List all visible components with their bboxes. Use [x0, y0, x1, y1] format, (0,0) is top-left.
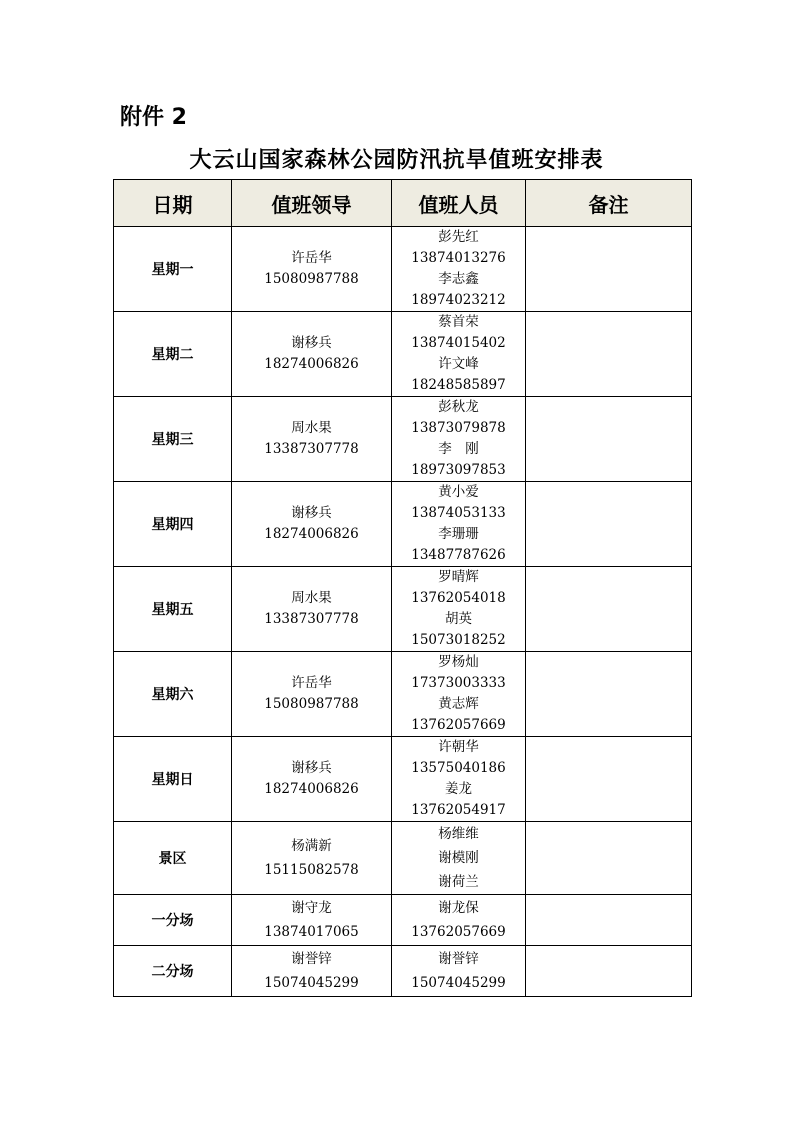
- day-cell: 星期三: [114, 397, 232, 482]
- leader-cell: [232, 567, 392, 652]
- day-cell: 星期二: [114, 312, 232, 397]
- staff-name: 谢模刚: [438, 850, 479, 866]
- table-row: [114, 397, 692, 482]
- header-notes: 备注: [526, 180, 692, 227]
- staff-name: 罗杨灿: [438, 654, 479, 670]
- header-leader: 值班领导: [232, 180, 392, 227]
- staff-cell: [392, 652, 526, 737]
- leader-phone: 15074045299: [264, 975, 359, 991]
- staff-name: 谢龙保: [438, 900, 479, 916]
- leader-name: 许岳华: [291, 250, 332, 266]
- day-cell: 一分场: [114, 895, 232, 946]
- staff-phone: 13762054917: [411, 802, 506, 818]
- staff-phone: 17373003333: [411, 675, 506, 691]
- leader-name: 周水果: [291, 590, 332, 606]
- day-cell: 二分场: [114, 946, 232, 997]
- table-row: [114, 312, 692, 397]
- staff-phone: 13575040186: [411, 760, 506, 776]
- day-cell: 景区: [114, 822, 232, 895]
- header-staff: 值班人员: [392, 180, 526, 227]
- leader-cell: [232, 946, 392, 997]
- header-day: 日期: [114, 180, 232, 227]
- leader-phone: 13874017065: [264, 924, 359, 940]
- staff-name: 李志鑫: [438, 271, 479, 287]
- leader-phone: 15080987788: [264, 696, 359, 712]
- day-cell: 星期四: [114, 482, 232, 567]
- leader-cell: [232, 652, 392, 737]
- duty-schedule-table: [113, 179, 692, 997]
- staff-phone: 13873079878: [411, 420, 506, 436]
- staff-cell: [392, 895, 526, 946]
- notes-cell: [526, 397, 692, 482]
- staff-name: 谢誉锌: [438, 951, 479, 967]
- notes-cell: [526, 567, 692, 652]
- leader-cell: [232, 312, 392, 397]
- staff-name: 罗晴辉: [438, 569, 479, 585]
- staff-name: 胡英: [445, 611, 472, 627]
- leader-cell: [232, 895, 392, 946]
- staff-cell: [392, 482, 526, 567]
- staff-phone: 13487787626: [411, 547, 506, 563]
- staff-phone: 13874053133: [411, 505, 506, 521]
- table-header-row: [114, 180, 692, 227]
- table-row: [114, 567, 692, 652]
- leader-cell: [232, 822, 392, 895]
- notes-cell: [526, 227, 692, 312]
- staff-name: 黄小爱: [438, 484, 479, 500]
- staff-phone: 15073018252: [411, 632, 506, 648]
- table-row: [114, 652, 692, 737]
- staff-name: 彭先红: [438, 229, 479, 245]
- leader-cell: [232, 397, 392, 482]
- staff-name: 彭秋龙: [438, 399, 479, 415]
- notes-cell: [526, 652, 692, 737]
- table-row: [114, 737, 692, 822]
- table-row: [114, 895, 692, 946]
- leader-cell: [232, 737, 392, 822]
- staff-name: 谢荷兰: [438, 874, 479, 890]
- staff-name: 姜龙: [445, 781, 472, 797]
- staff-phone: 15074045299: [411, 975, 506, 991]
- table-row: [114, 227, 692, 312]
- staff-cell: [392, 737, 526, 822]
- leader-cell: [232, 227, 392, 312]
- staff-cell: [392, 567, 526, 652]
- staff-phone: 13874015402: [411, 335, 506, 351]
- day-cell: 星期五: [114, 567, 232, 652]
- notes-cell: [526, 895, 692, 946]
- day-cell: 星期一: [114, 227, 232, 312]
- staff-cell: [392, 397, 526, 482]
- leader-phone: 18274006826: [264, 526, 359, 542]
- staff-cell: [392, 946, 526, 997]
- staff-name: 黄志辉: [438, 696, 479, 712]
- table-row: [114, 822, 692, 895]
- page-title: 大云山国家森林公园防汛抗旱值班安排表: [189, 148, 604, 173]
- staff-phone: 18248585897: [411, 377, 506, 393]
- leader-phone: 13387307778: [264, 441, 359, 457]
- leader-phone: 15080987788: [264, 271, 359, 287]
- staff-cell: [392, 312, 526, 397]
- staff-cell: [392, 227, 526, 312]
- staff-name: 杨维维: [438, 826, 479, 842]
- staff-phone: 18973097853: [411, 462, 506, 478]
- staff-phone: 13762054018: [411, 590, 506, 606]
- staff-cell: [392, 822, 526, 895]
- table-row: [114, 946, 692, 997]
- leader-phone: 18274006826: [264, 781, 359, 797]
- staff-name: 李 刚: [438, 441, 479, 457]
- staff-name: 蔡首荣: [438, 314, 479, 330]
- notes-cell: [526, 737, 692, 822]
- notes-cell: [526, 482, 692, 567]
- staff-name: 李珊珊: [438, 526, 479, 542]
- staff-phone: 13762057669: [411, 717, 506, 733]
- notes-cell: [526, 946, 692, 997]
- leader-cell: [232, 482, 392, 567]
- leader-name: 杨满新: [291, 838, 332, 854]
- leader-phone: 18274006826: [264, 356, 359, 372]
- leader-name: 谢移兵: [291, 335, 332, 351]
- leader-name: 许岳华: [291, 675, 332, 691]
- staff-phone: 13874013276: [411, 250, 506, 266]
- notes-cell: [526, 312, 692, 397]
- staff-name: 许朝华: [438, 739, 479, 755]
- leader-name: 周水果: [291, 420, 332, 436]
- table-row: [114, 482, 692, 567]
- notes-cell: [526, 822, 692, 895]
- leader-phone: 13387307778: [264, 611, 359, 627]
- staff-name: 许文峰: [438, 356, 479, 372]
- day-cell: 星期六: [114, 652, 232, 737]
- leader-name: 谢守龙: [291, 900, 332, 916]
- leader-name: 谢移兵: [291, 760, 332, 776]
- leader-phone: 15115082578: [264, 862, 359, 878]
- staff-phone: 18974023212: [411, 292, 506, 308]
- leader-name: 谢誉锌: [291, 951, 332, 967]
- attachment-label: 附件 2: [120, 105, 187, 130]
- day-cell: 星期日: [114, 737, 232, 822]
- staff-phone: 13762057669: [411, 924, 506, 940]
- leader-name: 谢移兵: [291, 505, 332, 521]
